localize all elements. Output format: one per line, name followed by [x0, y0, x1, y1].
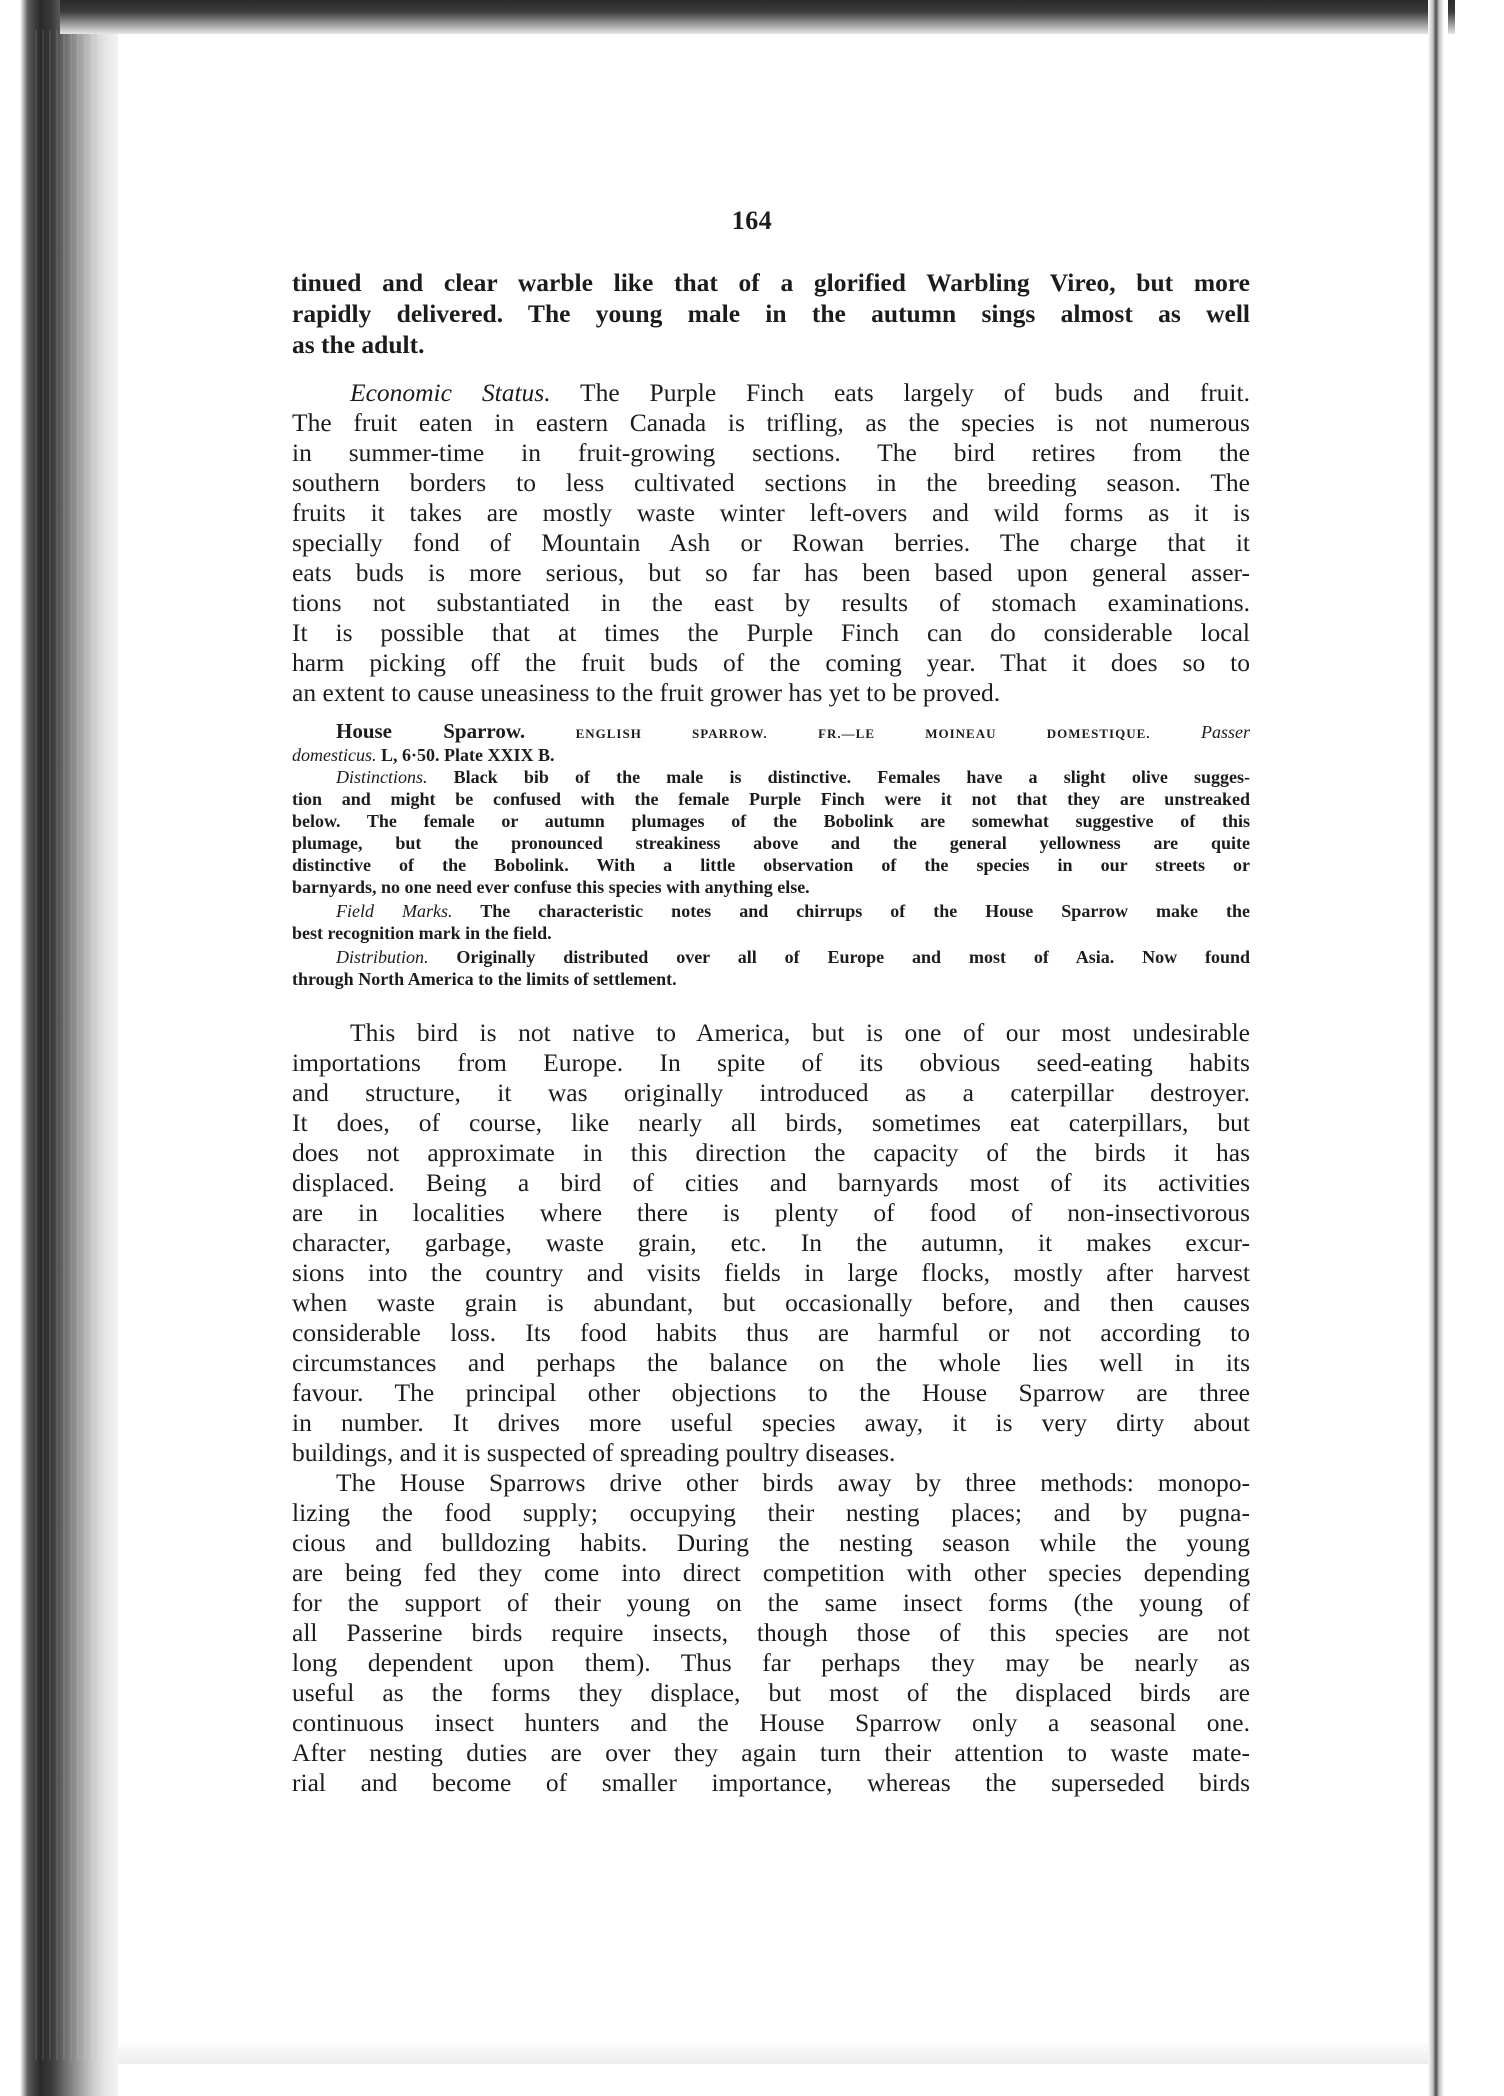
text-line: for the support of their young on the same insect forms (the young of	[292, 1588, 1250, 1617]
text-line: useful as the forms they displace, but most of the displaced birds are	[292, 1678, 1250, 1707]
text-line: buildings, and it is suspected of spreading poultry diseases.	[292, 1438, 896, 1467]
text-line: in summer-time in fruit-growing sections. The bird retires from the	[292, 438, 1250, 467]
text-line: sions into the country and visits fields in large flocks, mostly after harvest	[292, 1258, 1250, 1287]
text-line: considerable loss. Its food habits thus are harmful or not according to	[292, 1318, 1250, 1347]
distribution-text: Originally distributed over all of Europe and most of Asia. Now found	[456, 947, 1250, 967]
text-line: best recognition mark in the field.	[292, 923, 552, 943]
text-line: are being fed they come into direct competition with other species depending	[292, 1558, 1250, 1587]
economic-status-heading: Economic Status.	[350, 378, 551, 407]
text-line: when waste grain is abundant, but occasionally before, and then causes	[292, 1288, 1250, 1317]
text-line: continuous insect hunters and the House Sparrow only a seasonal one.	[292, 1708, 1250, 1737]
species-english-name: ENGLISH SPARROW.	[575, 726, 768, 741]
text-line: distinctive of the Bobolink. With a little observation of the species in our streets or	[292, 855, 1250, 875]
distinctions-text: Black bib of the male is distinctive. Females have a slight olive sugges-	[453, 767, 1251, 787]
species-french-name: FR.—LE MOINEAU DOMESTIQUE.	[818, 726, 1151, 741]
text-line: rial and become of smaller importance, whereas the superseded birds	[292, 1768, 1250, 1797]
text-line: lizing the food supply; occupying their nesting places; and by pugna-	[292, 1498, 1250, 1527]
text-line: character, garbage, waste grain, etc. In the autumn, it makes excur-	[292, 1228, 1250, 1257]
text-line: barnyards, no one need ever confuse this species with anything else.	[292, 877, 810, 897]
text-line-content: The House Sparrows drive other birds away by three methods: monopo-	[336, 1468, 1250, 1497]
page-bottom-shadow	[118, 2040, 1428, 2064]
text-line: long dependent upon them). Thus far perhaps they may be nearly as	[292, 1648, 1250, 1677]
text-line: importations from Europe. In spite of its obvious seed-eating habits	[292, 1048, 1250, 1077]
distribution-label: Distribution.	[336, 947, 429, 967]
text-line: circumstances and perhaps the balance on the whole lies well in its	[292, 1348, 1250, 1377]
text-line: It is possible that at times the Purple Finch can do considerable local	[292, 618, 1250, 647]
text-line: specially fond of Mountain Ash or Rowan berries. The charge that it	[292, 528, 1250, 557]
text-line: harm picking off the fruit buds of the coming year. That it does so to	[292, 648, 1250, 677]
text-line: an extent to cause uneasiness to the fruit grower has yet to be proved.	[292, 678, 1001, 707]
field-marks-first-line	[292, 900, 1250, 922]
distinctions-first-line	[292, 766, 1250, 788]
text-line: favour. The principal other objections to the House Sparrow are three	[292, 1378, 1250, 1407]
text-line-content: This bird is not native to America, but is one of our most undesirable	[350, 1018, 1250, 1047]
text-line: After nesting duties are over they again turn their attention to waste mate-	[292, 1738, 1250, 1767]
text-line: displaced. Being a bird of cities and barnyards most of its activities	[292, 1168, 1250, 1197]
text-line: southern borders to less cultivated sections in the breeding season. The	[292, 468, 1250, 497]
text-line: tions not substantiated in the east by results of stomach examinations.	[292, 588, 1250, 617]
economic-status-first-line	[292, 378, 1250, 409]
economic-status-text: The Purple Finch eats largely of buds and fruit.	[580, 378, 1250, 407]
text-line: tion and might be confused with the female Purple Finch were it not that they are unstreaked	[292, 789, 1250, 809]
text-line: rapidly delivered. The young male in the autumn sings almost as well	[292, 299, 1250, 328]
text-line: It does, of course, like nearly all birds, sometimes eat caterpillars, but	[292, 1108, 1250, 1137]
species-latin-genus: Passer	[1201, 722, 1250, 742]
text-line: and structure, it was originally introduced as a caterpillar destroyer.	[292, 1078, 1250, 1107]
text-line: plumage, but the pronounced streakiness above and the general yellowness are quite	[292, 833, 1250, 853]
book-top-edge	[60, 0, 1455, 34]
text-line	[292, 1018, 1250, 1049]
text-line: in number. It drives more useful species away, it is very dirty about	[292, 1408, 1250, 1437]
field-marks-text: The characteristic notes and chirrups of the House Sparrow make the	[480, 901, 1250, 921]
species-size-plate: L, 6·50. Plate XXIX B.	[381, 745, 555, 765]
distribution-first-line	[292, 946, 1250, 968]
text-line: tinued and clear warble like that of a glorified Warbling Vireo, but more	[292, 268, 1250, 297]
text-line: are in localities where there is plenty of food of non-insectivorous	[292, 1198, 1250, 1227]
text-line: eats buds is more serious, but so far has been based upon general asser-	[292, 558, 1250, 587]
text-line	[292, 1468, 1250, 1499]
text-line: cious and bulldozing habits. During the nesting season while the young	[292, 1528, 1250, 1557]
species-name: House Sparrow.	[336, 719, 526, 743]
text-line: does not approximate in this direction the capacity of the birds it has	[292, 1138, 1250, 1167]
field-marks-label: Field Marks.	[336, 901, 453, 921]
text-line: The fruit eaten in eastern Canada is trifling, as the species is not numerous	[292, 408, 1250, 437]
text-line: below. The female or autumn plumages of the Bobolink are somewhat suggestive of this	[292, 811, 1250, 831]
species-header-line	[292, 718, 1250, 747]
text-line: all Passerine birds require insects, though those of this species are not	[292, 1618, 1250, 1647]
text-line: as the adult.	[292, 330, 425, 359]
text-line: fruits it takes are mostly waste winter left-overs and wild forms as it is	[292, 498, 1250, 527]
species-latin-line	[292, 744, 1250, 766]
species-latin-epithet: domesticus.	[292, 745, 377, 765]
page-number: 164	[731, 206, 773, 235]
text-line: through North America to the limits of settlement.	[292, 969, 677, 989]
book-spine-edge	[0, 0, 118, 2096]
page-gutter-line	[1428, 0, 1448, 2096]
distinctions-label: Distinctions.	[336, 767, 428, 787]
